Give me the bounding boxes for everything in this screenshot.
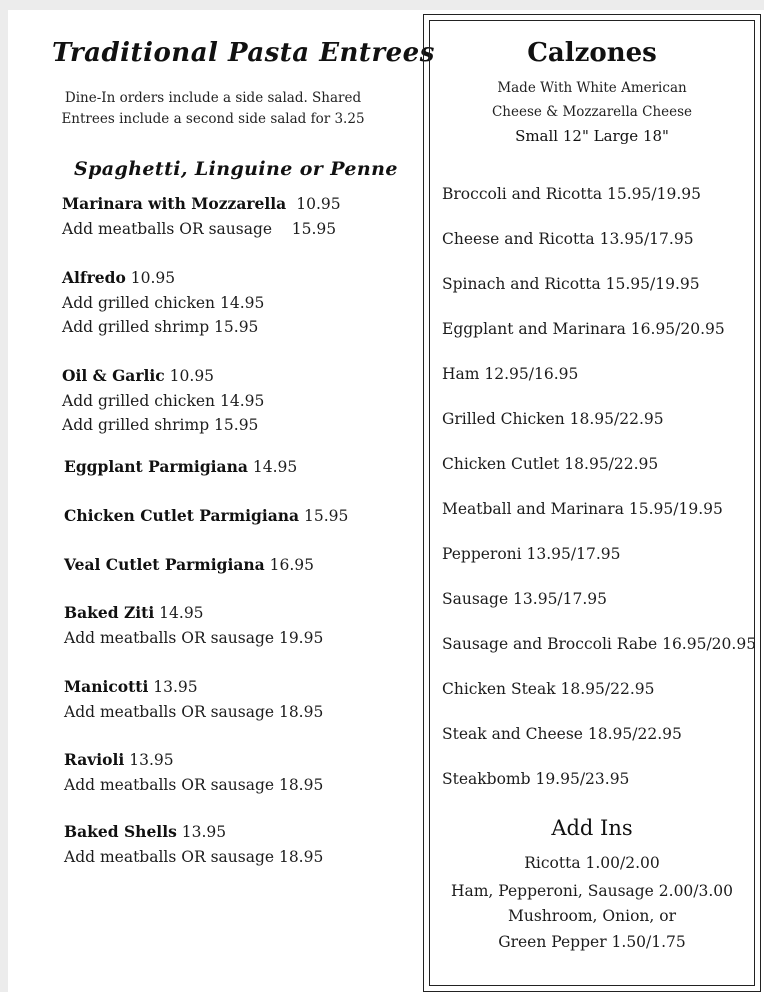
entry-addon: Add meatballs OR sausage 15.95 (62, 219, 337, 238)
entry-price: 16.95 (269, 556, 314, 574)
entry-name: Baked Ziti (64, 603, 155, 622)
entry-addon: Add meatballs OR sausage 19.95 (64, 628, 324, 647)
entry-name: Eggplant Parmigiana (64, 457, 248, 476)
pasta-choice-subtitle: Spaghetti, Linguine or Penne (74, 158, 398, 180)
calzone-item: Chicken Steak 18.95/22.95 (442, 680, 655, 698)
entry-name: Manicotti (64, 677, 149, 696)
calzone-description-line: Cheese & Mozzarella Cheese (491, 104, 693, 120)
calzone-list (442, 182, 757, 812)
calzone-sizes: Small 12" Large 18" (515, 127, 669, 145)
entry-name: Alfredo (62, 268, 126, 287)
calzone-item: Chicken Cutlet 18.95/22.95 (442, 455, 659, 473)
calzone-description (429, 76, 755, 124)
addin-item: Ricotta 1.00/2.00 (524, 854, 660, 872)
menu-entry (62, 192, 341, 241)
entry-addon: Add meatballs OR sausage 18.95 (64, 702, 324, 721)
salad-note: Dine-In orders include a side salad. Shared Entrees include a second side salad for 3.25 (61, 90, 365, 127)
calzone-item: Sausage and Broccoli Rabe 16.95/20.95 (442, 635, 757, 653)
entry-addon: Add grilled shrimp 15.95 (62, 318, 259, 336)
addin-item: Ham, Pepperoni, Sausage 2.00/3.00 (450, 881, 734, 900)
addin-item: Mushroom, Onion, or (508, 907, 676, 925)
entry-price: 13.95 (129, 751, 174, 769)
section-title: Traditional Pasta Entrees (52, 38, 435, 68)
calzone-item: Meatball and Marinara 15.95/19.95 (442, 500, 723, 518)
calzone-item: Broccoli and Ricotta 15.95/19.95 (442, 185, 701, 203)
entry-addon: Add meatballs OR sausage 18.95 (64, 847, 324, 866)
entry-name: Baked Shells (64, 822, 177, 841)
entry-name: Chicken Cutlet Parmigiana (64, 506, 300, 525)
pasta-section (8, 10, 435, 992)
menu-entry (64, 748, 323, 797)
entry-name: Oil & Garlic (62, 366, 165, 385)
entry-price: 15.95 (304, 507, 349, 525)
calzone-item: Grilled Chicken 18.95/22.95 (442, 410, 664, 428)
entry-addon: Add grilled shrimp 15.95 (62, 416, 259, 434)
menu-entry (64, 601, 323, 650)
calzone-item: Steak and Cheese 18.95/22.95 (442, 725, 682, 743)
calzone-item: Pepperoni 13.95/17.95 (442, 545, 621, 563)
entry-price: 10.95 (130, 269, 176, 287)
calzone-item: Sausage 13.95/17.95 (442, 590, 608, 608)
entry-price: 14.95 (159, 604, 204, 622)
menu-entry (64, 553, 314, 578)
calzone-item: Cheese and Ricotta 13.95/17.95 (442, 230, 694, 248)
calzone-item: Eggplant and Marinara 16.95/20.95 (442, 320, 725, 338)
entry-addon: Add grilled chicken 14.95 (62, 293, 265, 312)
entry-price: 10.95 (169, 367, 215, 385)
entry-price: 13.95 (181, 823, 227, 841)
menu-entry (64, 504, 348, 529)
calzone-item: Spinach and Ricotta 15.95/19.95 (442, 275, 700, 293)
addin-item: Green Pepper 1.50/1.75 (498, 932, 686, 951)
menu-entry (62, 364, 264, 438)
menu-entry (64, 455, 297, 480)
entry-addon: Add grilled chicken 14.95 (62, 391, 265, 410)
calzone-item: Ham 12.95/16.95 (442, 365, 579, 383)
addins-title: Add Ins (551, 816, 633, 840)
calzone-description-line: Made With White American (497, 80, 687, 96)
menu-entry (64, 675, 323, 724)
entry-price: 10.95 (296, 195, 341, 213)
calzone-title: Calzones (527, 38, 657, 68)
calzone-item: Steakbomb 19.95/23.95 (442, 770, 630, 788)
entry-price: 13.95 (153, 678, 198, 696)
entry-name: Marinara with Mozzarella (62, 194, 287, 213)
entry-price: 14.95 (252, 458, 298, 476)
entry-name: Veal Cutlet Parmigiana (64, 555, 265, 574)
addins-list (429, 851, 755, 955)
menu-entry (64, 820, 323, 869)
entry-addon: Add meatballs OR sausage 18.95 (64, 775, 324, 794)
entry-name: Ravioli (64, 750, 125, 769)
menu-page (8, 10, 764, 992)
menu-entry (62, 266, 264, 340)
